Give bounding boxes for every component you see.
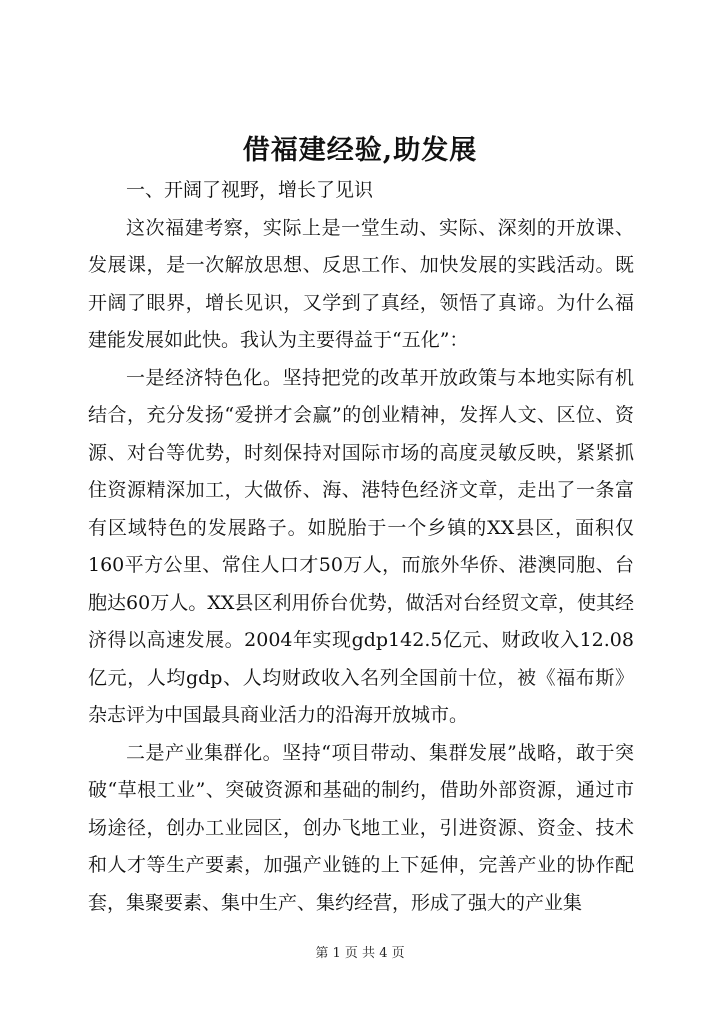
section-heading: 一、开阔了视野，增长了见识 — [126, 179, 374, 201]
paragraph-intro: 这次福建考察，实际上是一堂生动、实际、深刻的开放课、发展课，是一次解放思想、反思工作、加快发展的实践活动。既开阔了眼界，增长见识，又学到了真经，领悟了真谛。为什么福建能发展如此快。我认为主要得益于“五化”： — [88, 216, 634, 351]
document-title: 借福建经验,助发展 — [242, 135, 478, 166]
page-footer: 第 1 页 共 4 页 — [315, 946, 405, 961]
paragraph-economy: 一是经济特色化。坚持把党的改革开放政策与本地实际有机结合，充分发扬“爱拼才会赢”的创业精神，发挥人文、区位、资源、对台等优势，时刻保持对国际市场的高度灵敏反映，紧紧抓住资源精深加工，大做侨、海、港特色经济文章，走出了一条富有区域特色的发展路子。如脱胎于一个乡镇的XX县区，面积仅160平方公里、常住人口才50万人，而旅外华侨、港澳同胞、台胞达60万人。XX县区利用侨台优势，做活对台经贸文章，使其经济得以高速发展。2004年实现gdp142.5亿元、财政收入12.08亿元，人均gdp、人均财政收入名列全国前十位，被《福布斯》杂志评为中国最具商业活力的沿海开放城市。 — [88, 366, 634, 726]
paragraph-industry: 二是产业集群化。坚持“项目带动、集群发展”战略，敢于突破“草根工业”、突破资源和基础的制约，借助外部资源，通过市场途径，创办工业园区，创办飞地工业，引进资源、资金、技术和人才等生产要素，加强产业链的上下延伸，完善产业的协作配套，集聚要素、集中生产、集约经营，形成了强大的产业集 — [88, 741, 634, 914]
document-body — [88, 172, 634, 922]
